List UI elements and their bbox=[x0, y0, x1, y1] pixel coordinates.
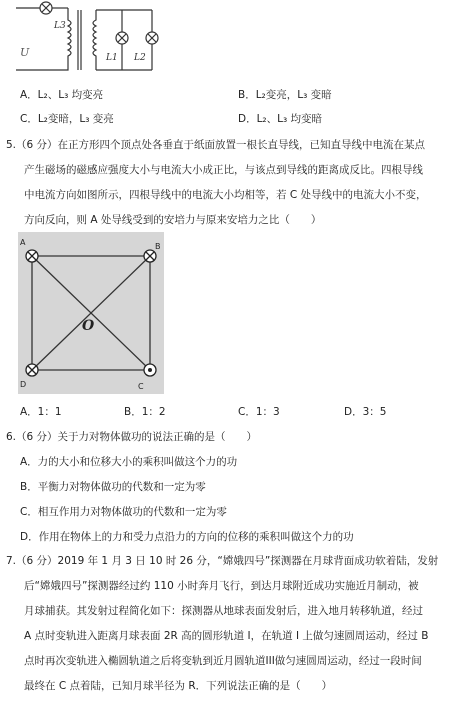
q7-stem-line: 点时再次变轨进入椭圆轨道之后将变轨到近月圆轨道III做匀速圆周运动，经过一段时间 bbox=[24, 655, 422, 667]
q4-option-b: B．L₂变亮，L₃ 变暗 bbox=[238, 89, 332, 101]
label-d: D bbox=[20, 380, 27, 389]
q7-stem-line: 月球捕获。其发射过程简化如下：探测器从地球表面发射后，进入地月转移轨道，经过 bbox=[24, 605, 423, 617]
q4-option-d: D．L₂、L₃ 均变暗 bbox=[238, 113, 323, 125]
q4-option-c: C．L₂变暗，L₃ 变亮 bbox=[20, 113, 114, 125]
q5-stem-line: 中电流方向如图所示，四根导线中的电流大小均相等，若 C 处导线中的电流大小不变， bbox=[24, 189, 427, 201]
q7-stem-line: 后“嫦娥四号”探测器经过约 110 小时奔月飞行，到达月球附近成功实施近月制动，被 bbox=[24, 580, 419, 592]
q6-option-c: C．相互作用力对物体做功的代数和一定为零 bbox=[20, 506, 227, 518]
wire-b-into-page-icon bbox=[144, 250, 156, 262]
label-l3: L3 bbox=[54, 21, 66, 31]
label-a: A bbox=[20, 238, 26, 247]
q5-option-b: B．1：2 bbox=[124, 406, 166, 418]
q6-stem: 6.（6 分）关于力对物体做功的说法正确的是（ ） bbox=[6, 431, 258, 443]
label-o: O bbox=[82, 318, 95, 334]
q6-option-d: D．作用在物体上的力和受力点沿力的方向的位移的乘积叫做这个力的功 bbox=[20, 531, 354, 543]
q7-stem-line: A 点时变轨进入距离月球表面 2R 高的圆形轨道 I，在轨道 I 上做匀速圆周运动，经过 B bbox=[24, 630, 429, 642]
q5-square-wire-figure bbox=[18, 232, 164, 394]
q5-option-d: D．3：5 bbox=[344, 406, 387, 418]
q5-stem bbox=[6, 133, 458, 233]
label-l2: L2 bbox=[134, 53, 146, 63]
label-u: U bbox=[20, 46, 30, 59]
q7-stem bbox=[6, 549, 458, 699]
q5-stem-line: 5.（6 分）在正方形四个顶点处各垂直于纸面放置一根长直导线，已知直导线中电流在某点 bbox=[6, 139, 426, 151]
q5-option-a: A．1：1 bbox=[20, 406, 62, 418]
wire-d-into-page-icon bbox=[26, 364, 38, 376]
label-c: C bbox=[138, 382, 144, 391]
q7-stem-line: 最终在 C 点着陆，已知月球半径为 R．下列说法正确的是（ ） bbox=[24, 680, 333, 692]
q7-stem-line: 7.（6 分）2019 年 1 月 3 日 10 时 26 分，“嫦娥四号”探测器在月球背面成功软着陆，发射 bbox=[6, 555, 439, 567]
q5-stem-line: 产生磁场的磁感应强度大小与电流大小成正比，与该点到导线的距离成反比。四根导线 bbox=[24, 164, 423, 176]
q5-stem-line: 方向反向，则 A 处导线受到的安培力与原来安培力之比（ ） bbox=[24, 214, 322, 226]
q6-option-a: A．力的大小和位移大小的乘积叫做这个力的功 bbox=[20, 456, 238, 468]
transformer-circuit-figure bbox=[12, 0, 162, 78]
wire-a-into-page-icon bbox=[26, 250, 38, 262]
wire-c-out-of-page-icon bbox=[144, 364, 156, 376]
label-b: B bbox=[155, 242, 161, 251]
q4-option-a: A．L₂、L₃ 均变亮 bbox=[20, 89, 104, 101]
q6-option-b: B．平衡力对物体做功的代数和一定为零 bbox=[20, 481, 206, 493]
label-l1: L1 bbox=[106, 53, 118, 63]
q5-option-c: C．1：3 bbox=[238, 406, 280, 418]
